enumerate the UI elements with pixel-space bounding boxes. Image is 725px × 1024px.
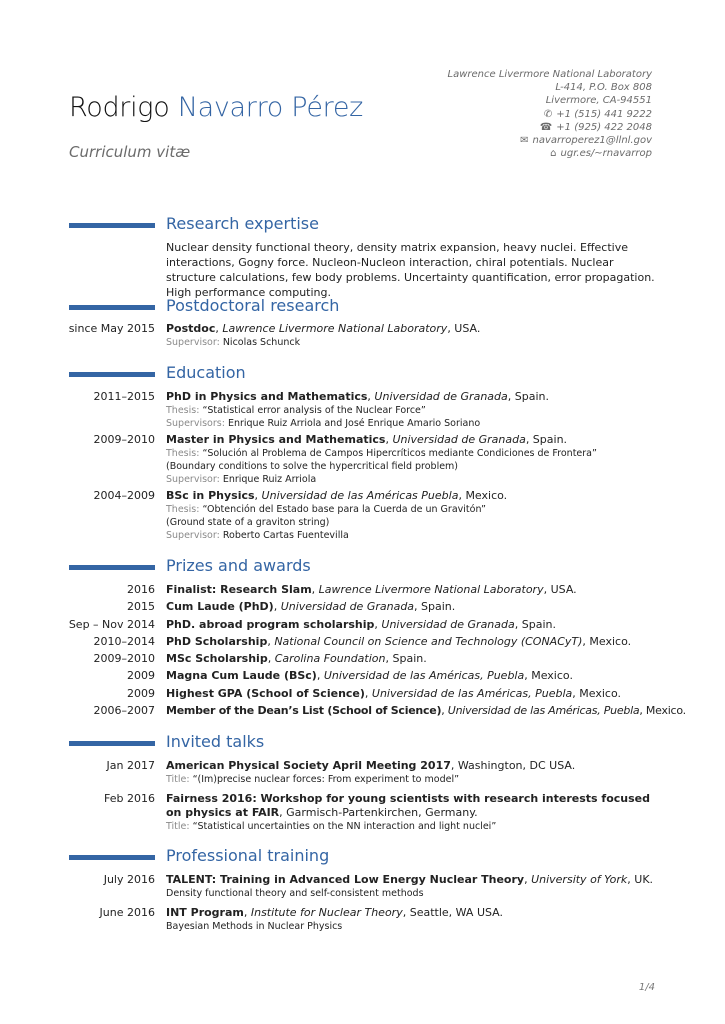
title-label: Title:: [166, 821, 190, 832]
training-description: Density functional theory and self-consistent methods: [166, 888, 424, 899]
education-entry: 2009–2010 Master in Physics and Mathematics, Universidad de Granada, Spain. Thesis: “Solución al Problema de Campos Hipercríticos mediante Condiciones de Frontera” (Boundary conditions to solve the hypercritical field problem) Supervisor: Enrique Ruiz Arriola: [0, 433, 725, 486]
entry-place: , Seattle, WA USA.: [402, 906, 504, 919]
entry-place: , Spain.: [385, 652, 427, 666]
entry-date: 2009–2010: [93, 652, 155, 666]
training-description: Bayesian Methods in Nuclear Physics: [166, 921, 343, 932]
entry-date: 2009: [127, 669, 155, 683]
contact-address: L-414, P.O. Box 808: [555, 82, 652, 94]
entry-date: 2010–2014: [93, 634, 155, 648]
section-bar: [69, 855, 155, 860]
talk-event: Fairness 2016: Workshop for young scientists with research interests focused on physics at FAIR: [166, 792, 650, 819]
thesis-label: Thesis:: [166, 448, 200, 459]
talk-event: American Physical Society April Meeting 2017: [166, 759, 451, 772]
website-link[interactable]: ugr.es/~rnavarrop: [560, 148, 652, 160]
entry-place: , UK.: [627, 873, 654, 886]
section-postdoc: [0, 296, 725, 349]
talk-entry: [0, 759, 725, 786]
entry-institution: Lawrence Livermore National Laboratory: [318, 583, 544, 596]
contact-institution: Lawrence Livermore National Laboratory: [447, 69, 652, 80]
talk-title: “(Im)precise nuclear forces: From experiment to model”: [192, 774, 460, 785]
entry-date: 2006–2007: [93, 704, 155, 718]
talk-title: “Statistical uncertainties on the NN interaction and light nuclei”: [192, 821, 497, 832]
prize-entry: Sep – Nov 2014 PhD. abroad program scholarship, Universidad de Granada, Spain.: [68, 617, 556, 631]
section-title: Invited talks: [166, 732, 265, 751]
entry-date: 2015: [127, 600, 155, 614]
entry-institution: University of York: [531, 873, 628, 886]
section-education: [0, 363, 725, 542]
entry-place: , Mexico.: [524, 669, 573, 683]
thesis-title: “Obtención del Estado base para la Cuerda de un Gravitón”: [202, 504, 486, 515]
entry-date: since May 2015: [68, 322, 155, 335]
prize-name: PhD. abroad program scholarship: [166, 617, 375, 631]
thesis-translation: (Boundary conditions to solve the hypercritical field problem): [166, 461, 459, 472]
cv-subtitle: Curriculum vitæ: [69, 143, 191, 161]
prize-entry: 2016 Finalist: Research Slam, Lawrence Livermore National Laboratory, USA.: [127, 583, 577, 596]
mobile-phone-icon: ✆: [543, 108, 553, 120]
entry-place: , Spain.: [507, 390, 549, 403]
entry-place: , Mexico.: [458, 489, 508, 502]
entry-place: , Spain.: [414, 600, 456, 614]
prize-name: Magna Cum Laude (BSc): [166, 669, 317, 683]
cv-name: [69, 92, 363, 123]
email-link[interactable]: navarroperez1@llnl.gov: [532, 135, 652, 147]
section-title: Education: [166, 363, 246, 382]
prize-entry: 2009 Magna Cum Laude (BSc), Universidad de las Américas, Puebla, Mexico.: [127, 669, 573, 683]
section-bar: [69, 565, 155, 570]
section-training: [0, 846, 725, 933]
entry-date: Jan 2017: [106, 759, 155, 772]
entry-institution: Universidad de las Américas Puebla: [261, 489, 459, 502]
phone-number: +1 (925) 422 2048: [556, 121, 652, 133]
education-entry: 2004–2009 BSc in Physics, Universidad de las Américas Puebla, Mexico. Thesis: “Obtención del Estado base para la Cuerda de un Gravitón” (Ground state of a graviton string) Supervisor: Roberto Cartas Fuentevilla: [0, 489, 725, 542]
supervisor-label: Supervisor:: [166, 337, 220, 348]
entry-institution: Universidad de las Américas, Puebla: [323, 669, 525, 683]
entry-role: Postdoc: [166, 322, 216, 335]
section-bar: [69, 305, 155, 310]
supervisor-name: Enrique Ruiz Arriola and José Enrique Amario Soriano: [227, 418, 481, 429]
contact-email[interactable]: [448, 134, 652, 147]
entry-place: , Mexico.: [572, 686, 622, 700]
thesis-label: Thesis:: [166, 504, 200, 515]
talk-entry: [0, 792, 725, 833]
entry-date: Feb 2016: [104, 792, 155, 805]
contact-phone: [448, 121, 652, 134]
training-entry: July 2016 TALENT: Training in Advanced Low Energy Nuclear Theory, University of York, UK. Density functional theory and self-consistent methods: [0, 873, 725, 900]
prize-entry: 2010–2014 PhD Scholarship, National Council on Science and Technology (CONACyT), Mexico.: [93, 634, 632, 648]
section-talks: [0, 732, 725, 833]
section-bar: [69, 372, 155, 377]
entry-degree: Master in Physics and Mathematics: [166, 433, 386, 446]
title-label: Title:: [166, 774, 190, 785]
entry-place: , Mexico.: [582, 634, 632, 648]
prize-entry: 2015 Cum Laude (PhD), Universidad de Granada, Spain.: [127, 600, 456, 614]
prize-name: PhD Scholarship: [166, 634, 268, 648]
entry-institution: Universidad de Granada: [381, 617, 515, 631]
first-name: Rodrigo: [69, 92, 170, 123]
section-title: Postdoctoral research: [166, 296, 340, 315]
prize-name: MSc Scholarship: [166, 652, 268, 666]
section-research: [0, 214, 725, 300]
thesis-title: “Solución al Problema de Campos Hipercríticos mediante Condiciones de Frontera”: [202, 448, 597, 459]
entry-date: Sep – Nov 2014: [68, 617, 155, 631]
contact-mobile: [448, 108, 652, 121]
entry-date: July 2016: [103, 873, 155, 886]
entry-institution: Lawrence Livermore National Laboratory: [222, 322, 448, 335]
thesis-label: Thesis:: [166, 405, 200, 416]
training-name: TALENT: Training in Advanced Low Energy Nuclear Theory: [166, 873, 525, 886]
contact-website[interactable]: [448, 147, 652, 160]
prize-entry: 2009–2010 MSc Scholarship, Carolina Foundation, Spain.: [93, 652, 427, 666]
entry-date: 2011–2015: [93, 390, 155, 403]
entry-institution: Carolina Foundation: [274, 652, 386, 666]
entry-date: 2009–2010: [93, 433, 155, 446]
prize-name: Finalist: Research Slam: [166, 583, 312, 596]
thesis-translation: (Ground state of a graviton string): [166, 517, 330, 528]
supervisor-label: Supervisors:: [166, 418, 225, 429]
research-text: Nuclear density functional theory, density matrix expansion, heavy nuclei. Effective interactions, Gogny force. Nucleon-Nucleon interaction, chiral potentials. Nuclear structure calculations, few body problems. Uncertainty quantification, error propagation. High performance computing.: [166, 241, 655, 299]
contact-block: [448, 68, 652, 160]
entry-place: , Garmisch-Partenkirchen, Germany.: [279, 806, 478, 819]
entry-date: 2016: [127, 583, 155, 596]
entry-place: , Spain.: [514, 617, 556, 631]
entry-institution: Universidad de Granada: [374, 390, 508, 403]
section-prizes: [0, 556, 725, 721]
postdoc-entry: since May 2015 Postdoc, Lawrence Livermore National Laboratory, USA. Supervisor: Nicolas Schunck: [68, 322, 481, 348]
supervisor-name: Roberto Cartas Fuentevilla: [222, 530, 349, 541]
prize-entry: 2006–2007 Member of the Dean’s List (School of Science), Universidad de las Américas, Puebla, Mexico.: [93, 704, 686, 718]
entry-date: 2004–2009: [93, 489, 155, 502]
education-entry: 2011–2015 PhD in Physics and Mathematics, Universidad de Granada, Spain. Thesis: “Statistical error analysis of the Nuclear Force” Supervisors: Enrique Ruiz Arriola and José Enrique Amario Soriano: [93, 390, 549, 429]
section-title: Research expertise: [166, 214, 319, 233]
entry-place: , Washington, DC USA.: [450, 759, 576, 772]
entry-date: 2009: [127, 686, 155, 700]
entry-place: , Spain.: [525, 433, 568, 446]
entry-degree: PhD in Physics and Mathematics: [166, 390, 368, 403]
entry-institution: Universidad de las Américas, Puebla: [371, 686, 573, 700]
entry-institution: Universidad de Granada: [392, 433, 526, 446]
telephone-icon: ☎: [539, 121, 553, 133]
envelope-icon: ✉: [520, 135, 529, 147]
entry-date: June 2016: [99, 906, 155, 919]
entry-institution: Universidad de las Américas, Puebla: [447, 704, 640, 718]
last-name: Navarro Pérez: [177, 92, 364, 123]
prize-name: Member of the Dean’s List (School of Science): [166, 704, 442, 718]
entry-place: , Mexico.: [639, 704, 686, 718]
section-title: Prizes and awards: [166, 556, 311, 575]
section-bar: [69, 223, 155, 228]
training-name: INT Program: [166, 906, 244, 919]
home-link-icon: ⌂: [550, 148, 557, 160]
supervisor-label: Supervisor:: [166, 474, 220, 485]
page-number: 1/4: [638, 982, 655, 993]
supervisor-name: Enrique Ruiz Arriola: [222, 474, 317, 485]
entry-institution: Institute for Nuclear Theory: [250, 906, 403, 919]
thesis-title: “Statistical error analysis of the Nuclear Force”: [202, 405, 426, 416]
prize-name: Highest GPA (School of Science): [166, 686, 365, 700]
section-title: Professional training: [166, 846, 330, 865]
mobile-number: +1 (515) 441 9222: [556, 108, 652, 120]
entry-place: , USA.: [447, 322, 481, 335]
section-bar: [69, 741, 155, 746]
supervisor-name: Nicolas Schunck: [222, 337, 301, 348]
prize-name: Cum Laude (PhD): [166, 600, 274, 614]
entry-institution: National Council on Science and Technology (CONACyT): [274, 634, 583, 648]
prize-entry: 2009 Highest GPA (School of Science), Universidad de las Américas, Puebla, Mexico.: [127, 686, 622, 700]
entry-place: , USA.: [543, 583, 577, 596]
supervisor-label: Supervisor:: [166, 530, 220, 541]
entry-institution: Universidad de Granada: [280, 600, 415, 614]
training-entry: June 2016 INT Program, Institute for Nuclear Theory, Seattle, WA USA. Bayesian Methods in Nuclear Physics: [0, 906, 725, 933]
entry-degree: BSc in Physics: [166, 489, 255, 502]
contact-city: Livermore, CA-94551: [545, 95, 652, 107]
